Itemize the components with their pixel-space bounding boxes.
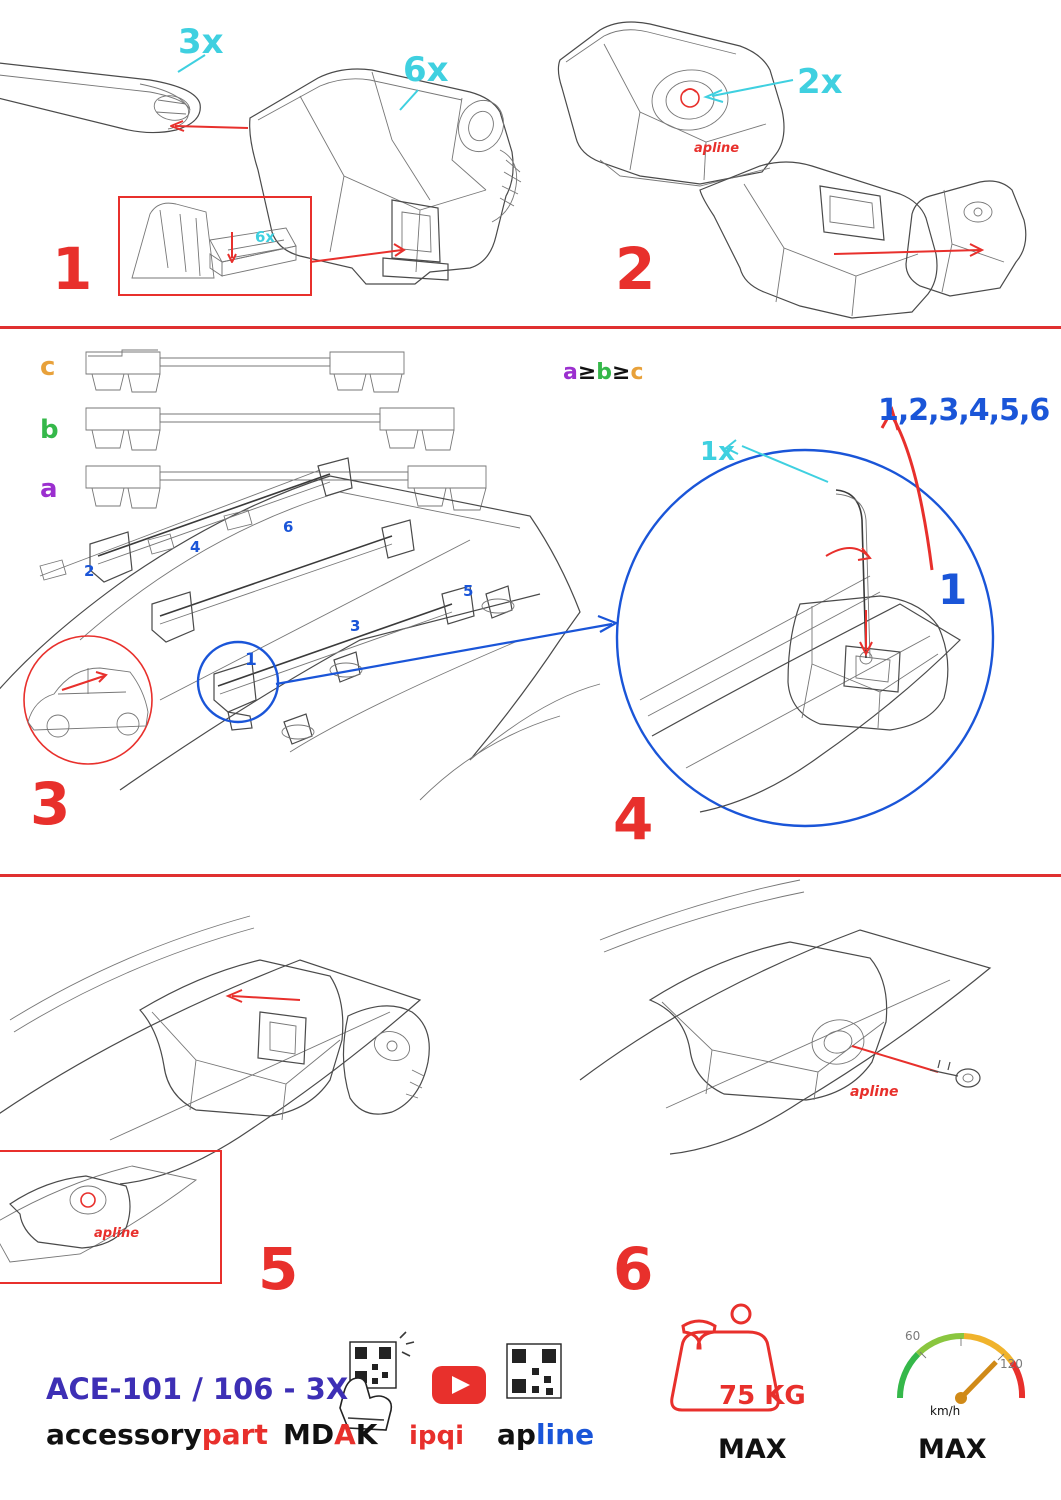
bar-position-1: 1: [245, 650, 257, 670]
max-weight-value: 75 KG: [719, 1381, 806, 1411]
car-thumbnail: [28, 668, 148, 737]
inequality-a: a: [563, 360, 578, 385]
height-inequality: [563, 360, 644, 385]
product-model-code: ACE-101 / 106 - 3X: [46, 1372, 349, 1406]
zoom-arrow-step4: [276, 624, 612, 684]
quantity-label-3x: 3x: [178, 22, 224, 62]
svg-text:apline: apline: [850, 1084, 899, 1100]
brand-apline: [497, 1418, 594, 1451]
tightening-sequence-label: 1,2,3,4,5,6: [878, 393, 1050, 428]
brand-mdak-md: MD: [283, 1418, 335, 1451]
brand-ap-text: ap: [497, 1418, 536, 1451]
bar-position-2: 2: [84, 562, 95, 580]
height-label-b: b: [40, 415, 59, 445]
brand-part-text: part: [201, 1418, 268, 1451]
svg-text:apline: apline: [694, 141, 740, 156]
key-remove-arrow: [852, 1046, 938, 1072]
quantity-label-6x: 6x: [403, 50, 449, 90]
step-5-inset-box: [0, 1150, 222, 1284]
speed-unit-label: km/h: [930, 1404, 961, 1418]
inequality-b: b: [596, 360, 613, 385]
step-4-illustration: [617, 410, 993, 826]
step-number-4: 4: [613, 785, 653, 853]
gauge-max-label: 120: [1000, 1357, 1023, 1371]
brand-accessory-text: accessory: [46, 1418, 202, 1451]
brand-line-text: line: [535, 1418, 595, 1451]
step-number-6: 6: [613, 1235, 653, 1303]
crossbar-profile: [0, 62, 200, 133]
inequality-op-2: ≥: [612, 360, 631, 385]
inequality-op-1: ≥: [577, 360, 597, 385]
height-label-c: c: [40, 352, 56, 382]
bar-position-4: 4: [190, 538, 201, 556]
step-number-3: 3: [30, 770, 70, 838]
bar-position-5: 5: [463, 582, 474, 600]
step-number-2: 2: [615, 235, 655, 303]
inset-quantity-label-6x: 6x: [255, 228, 276, 246]
foot-pad-inset-box: [118, 196, 312, 296]
max-speed-label: MAX: [918, 1434, 987, 1465]
brand-mdak-a: A: [334, 1418, 356, 1451]
svg-text:apline: apline: [94, 1226, 140, 1241]
height-label-a: a: [40, 474, 58, 504]
brand-accessorypart: [46, 1418, 268, 1451]
step-number-5: 5: [258, 1235, 298, 1303]
max-weight-label: MAX: [718, 1434, 787, 1465]
step-number-1: 1: [52, 235, 92, 303]
quantity-label-1x: 1x: [700, 437, 735, 467]
step-6-illustration: [580, 880, 990, 1154]
quantity-label-2x: 2x: [797, 62, 843, 102]
car-roof-with-bars: [0, 458, 616, 800]
assembly-arrow-2: [310, 250, 402, 262]
inequality-c: c: [630, 360, 644, 385]
bar-height-variants: [86, 350, 486, 510]
footer-icons: [340, 1305, 1022, 1430]
step-4-torque-number: 1: [938, 565, 968, 614]
brand-mdak-k: K: [355, 1418, 378, 1451]
brand-ipqi: ipqi: [409, 1421, 465, 1451]
slide-arrow-step5: [232, 996, 300, 1000]
bar-position-6: 6: [283, 518, 294, 536]
brand-mdak: [283, 1418, 377, 1451]
bar-position-3: 3: [350, 617, 361, 635]
gauge-min-label: 60: [905, 1329, 921, 1343]
assembly-arrow-1: [175, 126, 248, 128]
